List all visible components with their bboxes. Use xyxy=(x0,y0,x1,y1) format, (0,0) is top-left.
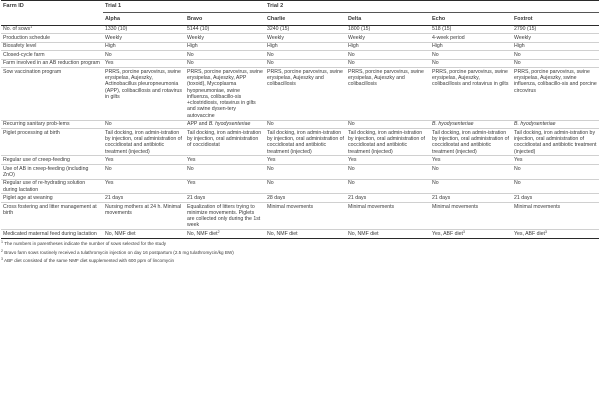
cell-echo: No xyxy=(432,60,439,67)
table-row xyxy=(1,230,599,238)
table-row xyxy=(1,68,599,121)
table-row xyxy=(1,51,599,59)
cell-alpha: Yes xyxy=(105,180,114,187)
table-row xyxy=(1,34,599,42)
cell-alpha: Yes xyxy=(105,60,114,67)
cell-delta: 1800 (15) xyxy=(348,26,371,33)
cell-bravo: No xyxy=(187,165,194,172)
farm-header-empty xyxy=(1,13,103,25)
table-row xyxy=(1,120,599,128)
table-row xyxy=(1,202,599,229)
cell-alpha: No xyxy=(105,51,112,58)
cell-charlie: No xyxy=(267,60,274,67)
cell-charlie: 28 days xyxy=(267,195,286,202)
cell-alpha: Tail docking, iron admin-istration by injection, oral administration of coccidiostat and antibiotic treatment (injected) xyxy=(105,129,182,155)
cell-alpha: High xyxy=(105,43,116,50)
farm-id-header: Farm ID xyxy=(1,1,103,13)
table-row xyxy=(1,194,599,202)
row-label: Regular use of re-hydrating solution during lactation xyxy=(3,180,86,193)
cell-bravo: No, NMF diet$^2$ xyxy=(187,229,220,237)
cell-bravo: 21 days xyxy=(187,195,206,202)
row-label: Piglet age at weaning xyxy=(3,195,53,202)
cell-echo: No xyxy=(432,165,439,172)
cell-delta: High xyxy=(348,43,359,50)
cell-echo: B. hyodysenteriae xyxy=(432,121,474,128)
trial1-header: Trial 1 xyxy=(103,1,265,13)
cell-delta: PRRS, porcine parvovirus, swine erysipelas, Aujeszky and colibacillosis xyxy=(348,68,424,88)
farm-characteristics-table xyxy=(1,0,599,239)
table-row xyxy=(1,25,599,33)
farm-header-alpha: Alpha xyxy=(103,13,185,25)
row-label: Closed-cycle farm xyxy=(3,51,45,58)
row-label: Recurring sanitary prob-lems xyxy=(3,121,70,128)
farm-header-delta: Delta xyxy=(346,13,430,25)
table-row xyxy=(1,164,599,179)
cell-echo: 518 (15) xyxy=(432,26,452,33)
cell-echo: 4-week period xyxy=(432,34,465,41)
cell-alpha: No, NMF diet xyxy=(105,230,136,237)
cell-foxtrot: No xyxy=(514,60,521,67)
row-label: Medicated maternal feed during lactation xyxy=(3,230,97,237)
row-label: Sow vaccination program xyxy=(3,68,62,75)
cell-alpha: 1330 (10) xyxy=(105,26,128,33)
row-label: Cross fostering and litter management at birth xyxy=(3,203,97,216)
cell-bravo: APP and B. hyodysenteriae xyxy=(187,121,251,128)
cell-alpha: Nursing mothers at 24 h. Minimal movements xyxy=(105,203,182,216)
cell-alpha: Yes xyxy=(105,157,114,164)
cell-delta: 21 days xyxy=(348,195,367,202)
farm-header-charlie: Charlie xyxy=(265,13,346,25)
cell-alpha: No xyxy=(105,121,112,128)
cell-alpha: No xyxy=(105,165,112,172)
cell-echo: 21 days xyxy=(432,195,451,202)
cell-echo: Yes xyxy=(432,157,441,164)
cell-foxtrot: 2790 (15) xyxy=(514,26,537,33)
cell-foxtrot: Yes, ABF diet$^3$ xyxy=(514,229,547,237)
cell-alpha: PRRS, porcine parvovirus, swine erysipelas, Aujeszky, Actinobacillus pleuropneumonia (APP), colibacillosis and rotavirus in gilts xyxy=(105,68,182,100)
cell-charlie: No xyxy=(267,180,274,187)
cell-charlie: No xyxy=(267,121,274,128)
footnote-1: $^1$ The numbers in parentheses indicate the number of sows selected for the study xyxy=(1,240,167,247)
cell-bravo: No xyxy=(187,51,194,58)
cell-charlie: 3240 (15) xyxy=(267,26,290,33)
footnote-2: $^2$ Bravo farm sows routinely received a tulathromycin injection on day 16 postpartum (2.5 mg tulathromycin/kg BW) xyxy=(1,248,234,255)
cell-foxtrot: PRRS, porcine parvovirus, swine erysipelas, Aujeszky, swine influenza, colibacillo-sis and porcine circovirus xyxy=(514,68,597,94)
cell-foxtrot: Minimal movements xyxy=(514,203,561,210)
farm-header-echo: Echo xyxy=(430,13,512,25)
footnote-3: $^3$ ABF diet consisted of the same NMF diet supplemented with 600 ppm of lincomycin xyxy=(1,257,175,264)
cell-delta: No xyxy=(348,51,355,58)
farm-header-row xyxy=(1,13,599,25)
cell-alpha: 21 days xyxy=(105,195,124,202)
cell-echo: Minimal movements xyxy=(432,203,479,210)
cell-bravo: Tail docking, iron admin-istration by injection, oral administration of coccidiostat xyxy=(187,129,262,149)
cell-echo: PRRS, porcine parvovirus, swine erysipelas, Aujeszky, colibacillosis and rotavirus in gilts xyxy=(432,68,509,88)
cell-bravo: Yes xyxy=(187,157,196,164)
cell-charlie: No xyxy=(267,165,274,172)
cell-charlie: High xyxy=(267,43,278,50)
cell-alpha: Weekly xyxy=(105,34,122,41)
cell-delta: No, NMF diet xyxy=(348,230,379,237)
cell-echo: No xyxy=(432,51,439,58)
cell-charlie: No, NMF diet xyxy=(267,230,298,237)
cell-bravo: Weekly xyxy=(187,34,204,41)
cell-bravo: PRRS, porcine parvovirus, swine erysipelas, Aujeszky, APP (toxoid), Mycoplasma hyopneumoniae, swine influenza, colibacillo-sis +clostridiosis, rotavirus in gilts and swine dysen-tery autovaccine xyxy=(187,68,263,119)
trial2-header: Trial 2 xyxy=(265,1,599,13)
row-label: Farm involved in an AB reduction program xyxy=(3,60,100,67)
table-row xyxy=(1,59,599,67)
cell-echo: Yes, ABF diet$^3$ xyxy=(432,229,465,237)
trial-header-row xyxy=(1,1,599,13)
farm-header-bravo: Bravo xyxy=(185,13,265,25)
cell-echo: No xyxy=(432,180,439,187)
table-row xyxy=(1,42,599,50)
cell-delta: No xyxy=(348,121,355,128)
cell-foxtrot: Tail docking, iron admin-istration by injection, oral administration of coccidiostat and antibiotic treatment (injected) xyxy=(514,129,597,155)
cell-bravo: High xyxy=(187,43,198,50)
cell-bravo: No xyxy=(187,60,194,67)
cell-delta: No xyxy=(348,180,355,187)
cell-delta: Tail docking, iron admin-istration by injection, oral administration of coccidiostat and antibiotic treatment (injected) xyxy=(348,129,426,155)
cell-foxtrot: Weekly xyxy=(514,34,531,41)
cell-foxtrot: High xyxy=(514,43,525,50)
row-label: Piglet processing at birth xyxy=(3,129,60,136)
cell-echo: High xyxy=(432,43,443,50)
cell-charlie: Weekly xyxy=(267,34,284,41)
cell-charlie: Tail docking, iron admin-istration by injection, oral administration of coccidiostat and antibiotic treatment (injected) xyxy=(267,129,345,155)
cell-delta: No xyxy=(348,165,355,172)
row-label: Biosafety level xyxy=(3,43,37,50)
table-row xyxy=(1,129,599,156)
farm-header-foxtrot: Foxtrot xyxy=(512,13,599,25)
cell-foxtrot: No xyxy=(514,51,521,58)
row-label: Use of AB in creep-feeding (including ZnO) xyxy=(3,165,89,178)
cell-foxtrot: No xyxy=(514,165,521,172)
cell-bravo: Yes xyxy=(187,180,196,187)
cell-delta: No xyxy=(348,60,355,67)
cell-foxtrot: B. hyodysenteriae xyxy=(514,121,556,128)
cell-foxtrot: No xyxy=(514,180,521,187)
table-body xyxy=(1,25,599,238)
cell-bravo: Equalization of litters trying to minimize movements. Piglets are collected only during the 1st week xyxy=(187,203,261,229)
cell-foxtrot: 21 days xyxy=(514,195,533,202)
table-row xyxy=(1,179,599,194)
cell-charlie: Minimal movements xyxy=(267,203,314,210)
cell-delta: Yes xyxy=(348,157,357,164)
cell-bravo: 5144 (10) xyxy=(187,26,210,33)
cell-echo: Tail docking, iron admin-istration by injection, oral administration of coccidiostat and antibiotic treatment (injected) xyxy=(432,129,510,155)
cell-charlie: No xyxy=(267,51,274,58)
cell-delta: Weekly xyxy=(348,34,365,41)
table-row xyxy=(1,156,599,164)
footnotes xyxy=(0,240,600,266)
row-label: Regular use of creep-feeding xyxy=(3,157,70,164)
row-label: Production schedule xyxy=(3,34,51,41)
cell-foxtrot: Yes xyxy=(514,157,523,164)
cell-charlie: PRRS, porcine parvovirus, swine erysipelas, Aujeszky and colibacillosis xyxy=(267,68,343,88)
cell-delta: Minimal movements xyxy=(348,203,395,210)
cell-charlie: Yes xyxy=(267,157,276,164)
row-label: No. of sows$^1$ xyxy=(3,25,33,33)
